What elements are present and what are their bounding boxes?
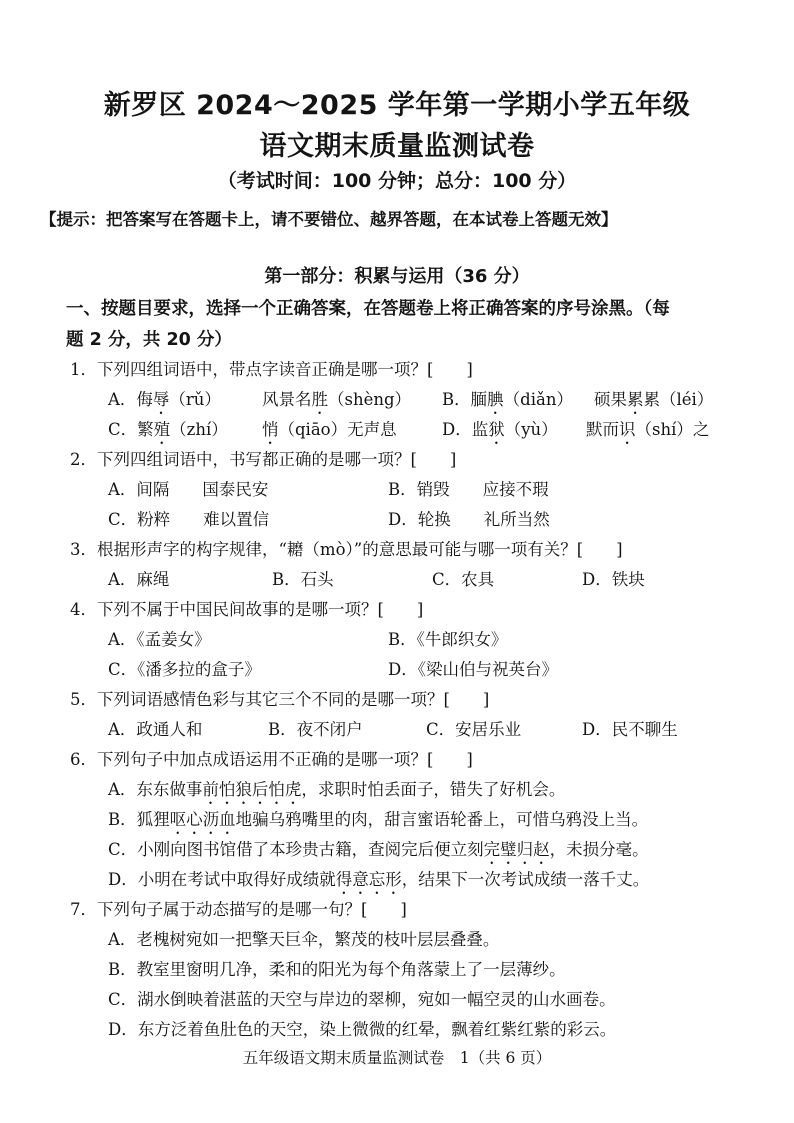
question-1-option-b-word2: 硕果累累（léi） [594, 390, 714, 409]
dotted-idiom: 得意忘形 [335, 870, 402, 889]
question-5-option-a: A．政通人和 [108, 720, 203, 739]
dotted-char: 悄 [262, 420, 279, 439]
page-footer: 五年级语文期末质量监测试卷 1（共 6 页） [242, 1049, 552, 1067]
question-7-stem: 7．下列句子属于动态描写的是哪一句？[ ] [70, 900, 407, 919]
exam-title-line2: 语文期末质量监测试卷 [259, 131, 535, 162]
dotted-idiom: 呕心沥血 [169, 810, 236, 829]
question-3-stem: 3．根据形声字的构字规律，“耱（mò）”的意思最可能与哪一项有关？[ ] [70, 540, 623, 559]
dotted-idiom: 完璧归赵 [483, 840, 550, 859]
question-2-option-d: D．轮换 礼所当然 [388, 510, 550, 529]
question-3-option-c: C．农具 [432, 570, 495, 589]
question-4-option-a: A．《孟姜女》 [108, 630, 211, 649]
question-6-option-d: D．小明在考试中取得好成绩就得意忘形，结果下一次考试成绩一落千丈。 [108, 870, 650, 889]
question-2-option-c: C．粉粹 难以置信 [108, 510, 270, 529]
question-4-option-c: C．《潘多拉的盒子》 [108, 660, 261, 679]
exam-tip: 【提示：把答案写在答题卡上，请不要错位、越界答题，在本试卷上答题无效】 [40, 210, 618, 229]
question-2-option-b: B．销毁 应接不瑕 [388, 480, 549, 499]
section1-instructions [66, 294, 746, 356]
question-1-stem: 1．下列四组词语中，带点字读音正确是哪一项？[ ] [70, 360, 473, 379]
section1-line2: 题 2 分，共 20 分） [66, 330, 232, 350]
question-6-option-b: B．狐狸呕心沥血地骗乌鸦嘴里的肉，甜言蜜语轮番上，可惜乌鸦没上当。 [108, 810, 649, 829]
dotted-char: 累 [627, 390, 644, 409]
dotted-char: 胜 [311, 390, 328, 409]
question-6-stem: 6．下列句子中加点成语运用不正确的是哪一项？[ ] [70, 750, 473, 769]
part1-title: 第一部分：积累与运用（36 分） [264, 266, 530, 287]
question-6-option-a: A．东东做事前怕狼后怕虎，求职时怕丢面子，错失了好机会。 [108, 780, 566, 799]
question-3-option-a: A．麻绳 [108, 570, 170, 589]
question-5-option-c: C．安居乐业 [426, 720, 522, 739]
question-5-stem: 5．下列词语感情色彩与其它三个不同的是哪一项？[ ] [70, 690, 490, 709]
question-1-option-c: C．繁殖（zhí） [108, 420, 228, 439]
question-2-stem: 2．下列四组词语中，书写都正确的是哪一项？[ ] [70, 450, 457, 469]
question-4-option-d: D．《梁山伯与祝英台》 [388, 660, 558, 679]
question-2-option-a: A．间隔 国泰民安 [108, 480, 269, 499]
question-1-option-a-word2: 风景名胜（shèng） [262, 390, 412, 409]
dotted-char: 狱 [488, 420, 505, 439]
dotted-char: 识 [619, 420, 636, 439]
question-5-option-b: B．夜不闭户 [268, 720, 363, 739]
question-3-option-b: B．石头 [272, 570, 334, 589]
question-1-option-c-word2: 悄（qiāo）无声息 [262, 420, 397, 439]
dotted-char: 辱 [152, 390, 170, 409]
dotted-char: 殖 [153, 420, 171, 439]
question-1-option-b: B．腼腆（diǎn） [442, 390, 573, 409]
question-7-option-b: B．教室里窗明几净，柔和的阳光为每个角落蒙上了一层薄纱。 [108, 960, 566, 979]
exam-time-score: （考试时间：100 分钟；总分：100 分） [217, 170, 577, 192]
question-6-option-c: C．小刚向图书馆借了本珍贵古籍，查阅完后便立刻完璧归赵，未损分毫。 [108, 840, 649, 859]
question-5-option-d: D．民不聊生 [582, 720, 678, 739]
question-4-option-b: B．《牛郎织女》 [388, 630, 508, 649]
question-4-stem: 4．下列不属于中国民间故事的是哪一项？[ ] [70, 600, 424, 619]
question-7-option-a: A．老槐树宛如一把擎天巨伞，繁茂的枝叶层层叠叠。 [108, 930, 500, 949]
question-1-option-d-word2: 默而识（shí）之 [586, 420, 710, 439]
question-3-option-d: D．铁块 [582, 570, 645, 589]
dotted-idiom: 前怕狼后怕虎 [202, 780, 302, 799]
question-1-option-d: D．监狱（yù） [442, 420, 558, 439]
question-1-option-a: A．侮辱（rǔ） [108, 390, 221, 409]
exam-title-line1: 新罗区 2024～2025 学年第一学期小学五年级 [103, 90, 691, 121]
question-7-option-c: C．湖水倒映着湛蓝的天空与岸边的翠柳，宛如一幅空灵的山水画卷。 [108, 990, 616, 1009]
question-7-option-d: D．东方泛着鱼肚色的天空，染上微微的红晕，飘着红紫红紫的彩云。 [108, 1020, 617, 1039]
section1-line1: 一、按题目要求，选择一个正确答案，在答题卷上将正确答案的序号涂黑。（每 [66, 299, 670, 319]
dotted-char: 腆 [487, 390, 504, 409]
